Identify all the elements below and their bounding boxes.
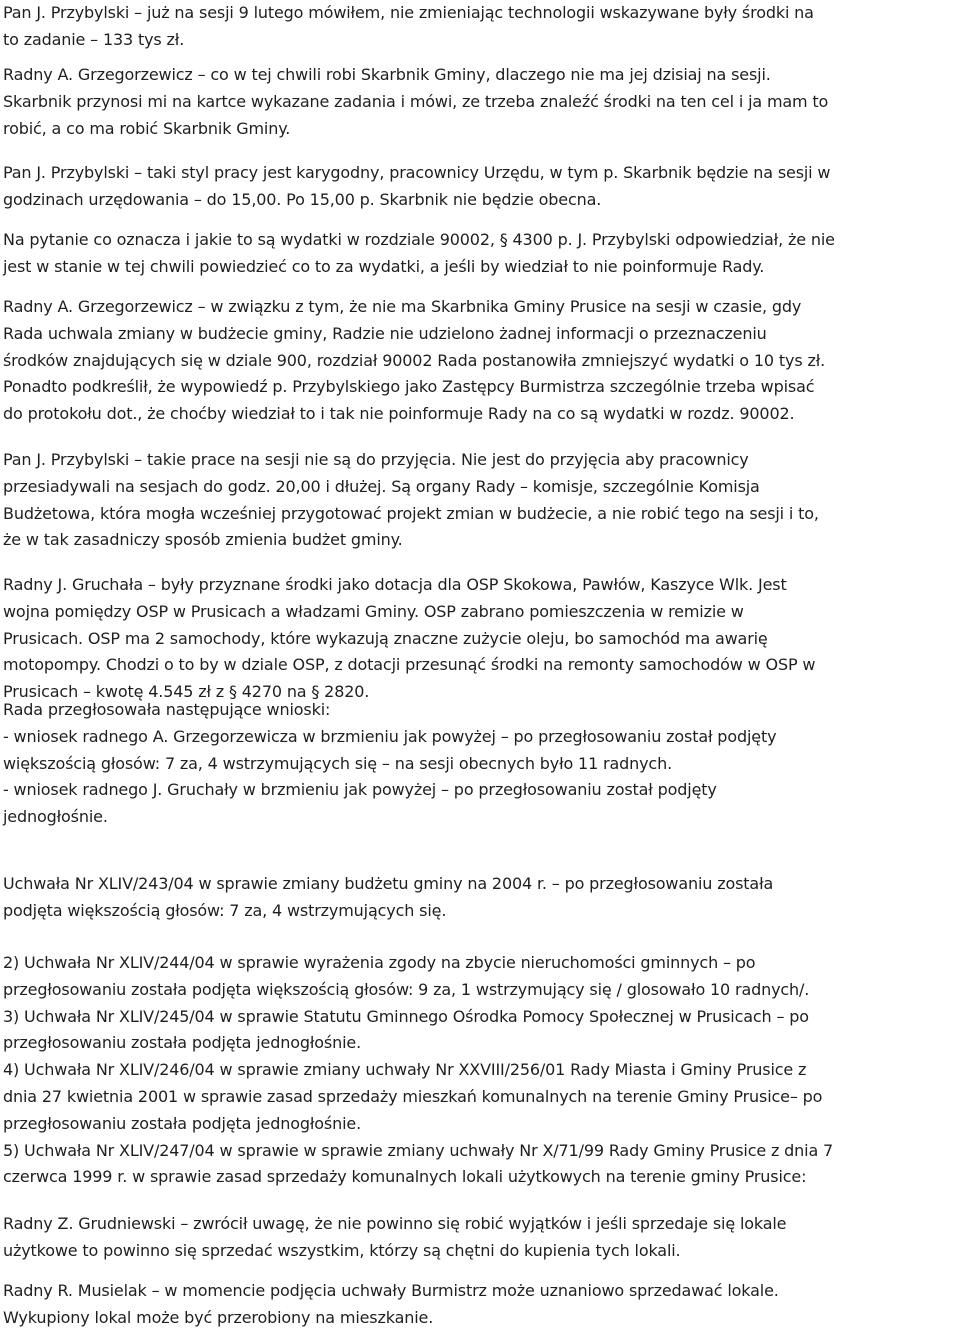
text-line: Pan J. Przybylski – takie prace na sesji nie są do przyjęcia. Nie jest do przyjęcia aby pracownicy (3, 450, 749, 469)
text-line: że w tak zasadniczy sposób zmienia budżet gminy. (3, 530, 403, 550)
paragraph-p12 (3, 1278, 958, 1332)
text-line: - wniosek radnego J. Gruchały w brzmieniu jak powyżej – po przegłosowaniu został podjęty (3, 780, 717, 800)
text-line: przegłosowaniu została podjęta jednogłośnie. (3, 1113, 362, 1133)
text-line: 4) Uchwała Nr XLIV/246/04 w sprawie zmiany uchwały Nr XXVIII/256/01 Rady Miasta i Gminy Prusice z (3, 1060, 807, 1080)
text-line: dnia 27 kwietnia 2001 w sprawie zasad sprzedaży mieszkań komunalnych na terenie Gminy Prusice– po (3, 1086, 823, 1106)
text-line: Radny Z. Grudniewski – zwrócił uwagę, że nie powinno się robić wyjątków i jeśli sprzedaje się lokale (3, 1214, 787, 1233)
paragraph-p5 (3, 294, 958, 428)
text-line: Radny A. Grzegorzewicz – w związku z tym, że nie ma Skarbnika Gminy Prusice na sesji w czasie, gdy (3, 297, 802, 316)
text-line: Prusicach – kwotę 4.545 zł z § 4270 na § 2820. (3, 682, 370, 702)
text-line: Skarbnik przynosi mi na kartce wykazane zadania i mówi, ze trzeba znaleźć środki na ten cel i ja mam to (3, 91, 829, 111)
text-line: Na pytanie co oznacza i jakie to są wydatki w rozdziale 90002, § 4300 p. J. Przybylski odpowiedział, że nie (3, 230, 835, 249)
text-line: Uchwała Nr XLIV/243/04 w sprawie zmiany budżetu gminy na 2004 r. – po przegłosowaniu została (3, 874, 774, 893)
paragraph-p2 (3, 62, 958, 142)
text-line: podjęta większością głosów: 7 za, 4 wstrzymujących się. (3, 900, 447, 920)
text-line: większością głosów: 7 za, 4 wstrzymujących się – na sesji obecnych było 11 radnych. (3, 753, 673, 773)
text-line: 2) Uchwała Nr XLIV/244/04 w sprawie wyrażenia zgody na zbycie nieruchomości gminnych – po (3, 953, 756, 972)
text-line: Radny R. Musielak – w momencie podjęcia uchwały Burmistrz może uznaniowo sprzedawać lokale. (3, 1281, 779, 1300)
text-line: - wniosek radnego A. Grzegorzewicza w brzmieniu jak powyżej – po przegłosowaniu został podjęty (3, 726, 777, 746)
text-line: do protokołu dot., że choćby wiedział to i tak nie poinformuje Rady na co są wydatki w rozdz. 90002. (3, 404, 795, 424)
paragraph-p10 (3, 950, 958, 1191)
text-line: Radny J. Gruchała – były przyznane środki jako dotacja dla OSP Skokowa, Pawłów, Kaszyce Wlk. Jest (3, 575, 787, 594)
text-line: przesiadywali na sesjach do godz. 20,00 i dłużej. Są organy Rady – komisje, szczególnie Komisja (3, 476, 760, 496)
text-line: godzinach urzędowania – do 15,00. Po 15,00 p. Skarbnik nie będzie obecna. (3, 189, 602, 209)
text-line: jednogłośnie. (3, 807, 108, 827)
text-line: Budżetowa, która mogła wcześniej przygotować projekt zmian w budżecie, a nie robić tego na sesji i to, (3, 503, 819, 523)
paragraph-p1 (3, 0, 958, 54)
paragraph-p7 (3, 572, 958, 706)
text-line: motopompy. Chodzi o to by w dziale OSP, z dotacji przesunąć środki na remonty samochodów w OSP w (3, 655, 816, 675)
paragraph-p8 (3, 697, 958, 831)
text-line: Rada przegłosowała następujące wnioski: (3, 700, 331, 719)
text-line: 3) Uchwała Nr XLIV/245/04 w sprawie Statutu Gminnego Ośrodka Pomocy Społecznej w Prusicach – po (3, 1006, 809, 1026)
paragraph-p4 (3, 227, 958, 281)
text-line: Wykupiony lokal może być przerobiony na mieszkanie. (3, 1307, 434, 1327)
text-line: czerwca 1999 r. w sprawie zasad sprzedaży komunalnych lokali użytkowych na terenie gminy Prusice: (3, 1167, 807, 1187)
paragraph-p3 (3, 160, 958, 214)
text-line: Prusicach. OSP ma 2 samochody, które wykazują znaczne zużycie oleju, bo samochód ma awarię (3, 628, 768, 648)
text-line: Radny A. Grzegorzewicz – co w tej chwili robi Skarbnik Gminy, dlaczego nie ma jej dzisiaj na sesji. (3, 65, 771, 84)
paragraph-p9 (3, 871, 958, 925)
text-line: to zadanie – 133 tys zł. (3, 29, 185, 49)
text-line: przegłosowaniu została podjęta jednogłośnie. (3, 1033, 362, 1053)
text-line: robić, a co ma robić Skarbnik Gminy. (3, 118, 291, 138)
text-line: 5) Uchwała Nr XLIV/247/04 w sprawie w sprawie zmiany uchwały Nr X/71/99 Rady Gminy Prusice z dnia 7 (3, 1140, 834, 1160)
text-line: jest w stanie w tej chwili powiedzieć co to za wydatki, a jeśli by wiedział to nie poinformuje Rady. (3, 256, 765, 276)
paragraph-p6 (3, 447, 958, 554)
text-line: Ponadto podkreślił, że wypowiedź p. Przybylskiego jako Zastępcy Burmistrza szczególnie trzeba wpisać (3, 377, 815, 397)
text-line: wojna pomiędzy OSP w Prusicach a władzami Gminy. OSP zabrano pomieszczenia w remizie w (3, 601, 744, 621)
text-line: użytkowe to powinno się sprzedać wszystkim, którzy są chętni do kupienia tych lokali. (3, 1240, 681, 1260)
paragraph-p11 (3, 1211, 958, 1265)
text-line: Rada uchwala zmiany w budżecie gminy, Radzie nie udzielono żadnej informacji o przeznaczeniu (3, 323, 767, 343)
text-line: przegłosowaniu została podjęta większością głosów: 9 za, 1 wstrzymujący się / glosowało 10 radnych/. (3, 979, 810, 999)
text-line: Pan J. Przybylski – taki styl pracy jest karygodny, pracownicy Urzędu, w tym p. Skarbnik będzie na sesji w (3, 163, 831, 182)
text-line: środków znajdujących się w dziale 900, rozdział 90002 Rada postanowiła zmniejszyć wydatki o 10 tys zł. (3, 350, 826, 370)
text-line: Pan J. Przybylski – już na sesji 9 lutego mówiłem, nie zmieniając technologii wskazywane były środki na (3, 3, 814, 22)
